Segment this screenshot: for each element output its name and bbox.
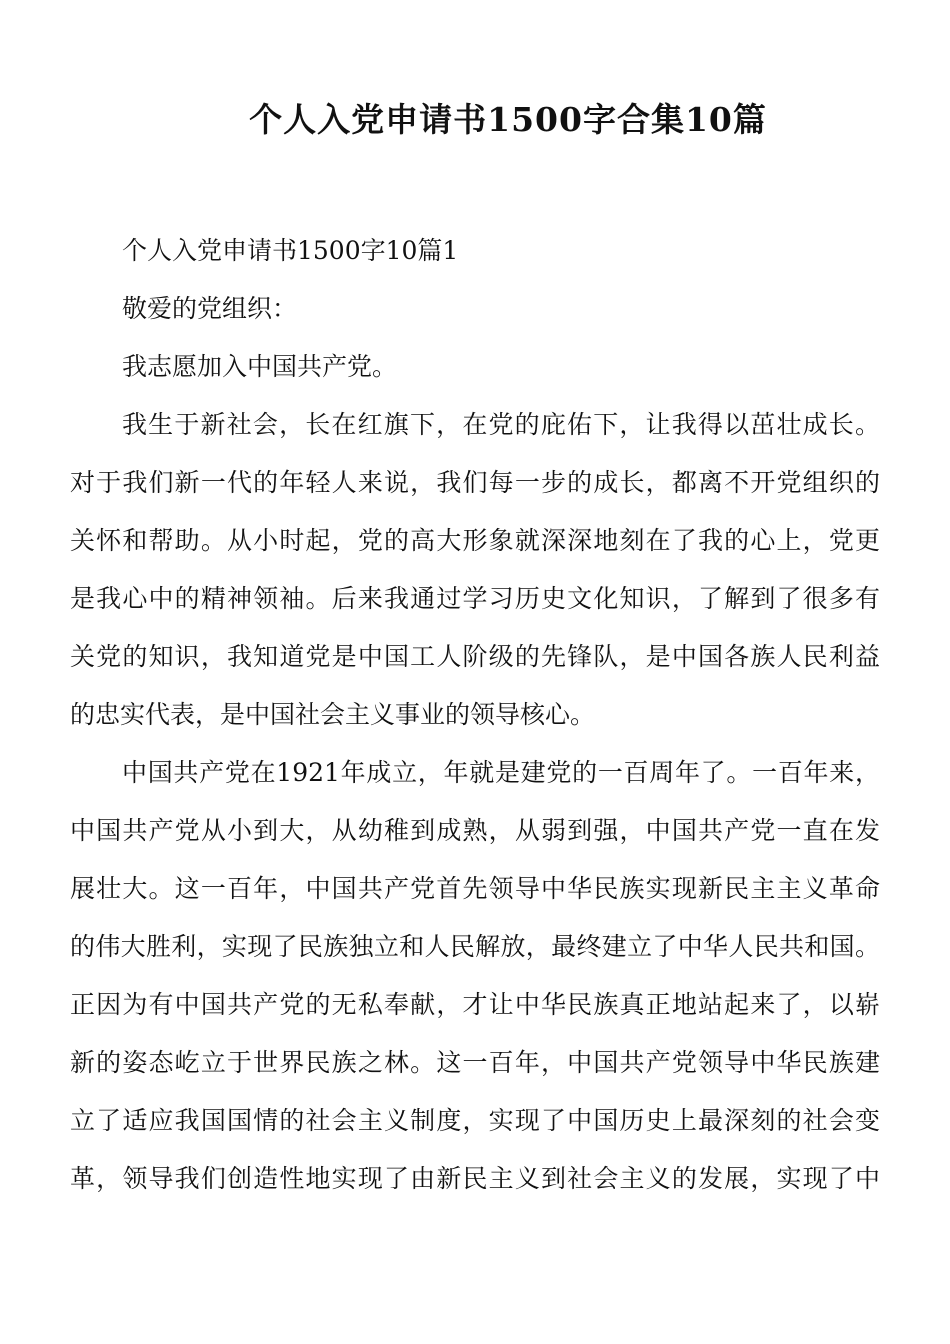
salutation: 敬爱的党组织： bbox=[122, 294, 298, 323]
paragraph-1-line: 是我心中的精神领袖。后来我通过学习历史文化知识，了解到了很多有 bbox=[70, 584, 880, 613]
paragraph-1-line: 关怀和帮助。从小时起，党的高大形象就深深地刻在了我的心上，党更 bbox=[70, 526, 880, 555]
paragraph-1-line: 对于我们新一代的年轻人来说，我们每一步的成长，都离不开党组织的 bbox=[70, 468, 880, 497]
paragraph-2-line: 革，领导我们创造性地实现了由新民主义到社会主义的发展，实现了中 bbox=[70, 1164, 880, 1193]
paragraph-2-line: 的伟大胜利，实现了民族独立和人民解放，最终建立了中华人民共和国。 bbox=[70, 932, 880, 961]
section-heading: 个人入党申请书1500字10篇1 bbox=[122, 236, 459, 265]
statement: 我志愿加入中国共产党。 bbox=[122, 352, 398, 381]
document-title: 个人入党申请书1500字合集10篇 bbox=[249, 100, 767, 139]
paragraph-1-line: 关党的知识，我知道党是中国工人阶级的先锋队，是中国各族人民利益 bbox=[70, 642, 880, 671]
paragraph-2-line: 新的姿态屹立于世界民族之林。这一百年，中国共产党领导中华民族建 bbox=[70, 1048, 880, 1077]
paragraph-2-line: 正因为有中国共产党的无私奉献，才让中华民族真正地站起来了，以崭 bbox=[70, 990, 880, 1019]
paragraph-2-line: 立了适应我国国情的社会主义制度，实现了中国历史上最深刻的社会变 bbox=[70, 1106, 880, 1135]
paragraph-1-line: 的忠实代表，是中国社会主义事业的领导核心。 bbox=[70, 700, 596, 729]
paragraph-1-line: 我生于新社会，长在红旗下，在党的庇佑下，让我得以茁壮成长。 bbox=[122, 410, 880, 439]
paragraph-2-line: 中国共产党从小到大，从幼稚到成熟，从弱到强，中国共产党一直在发 bbox=[70, 816, 880, 845]
paragraph-2-line: 展壮大。这一百年，中国共产党首先领导中华民族实现新民主主义革命 bbox=[70, 874, 880, 903]
paragraph-2-line: 中国共产党在1921年成立，年就是建党的一百周年了。一百年来， bbox=[122, 758, 880, 787]
